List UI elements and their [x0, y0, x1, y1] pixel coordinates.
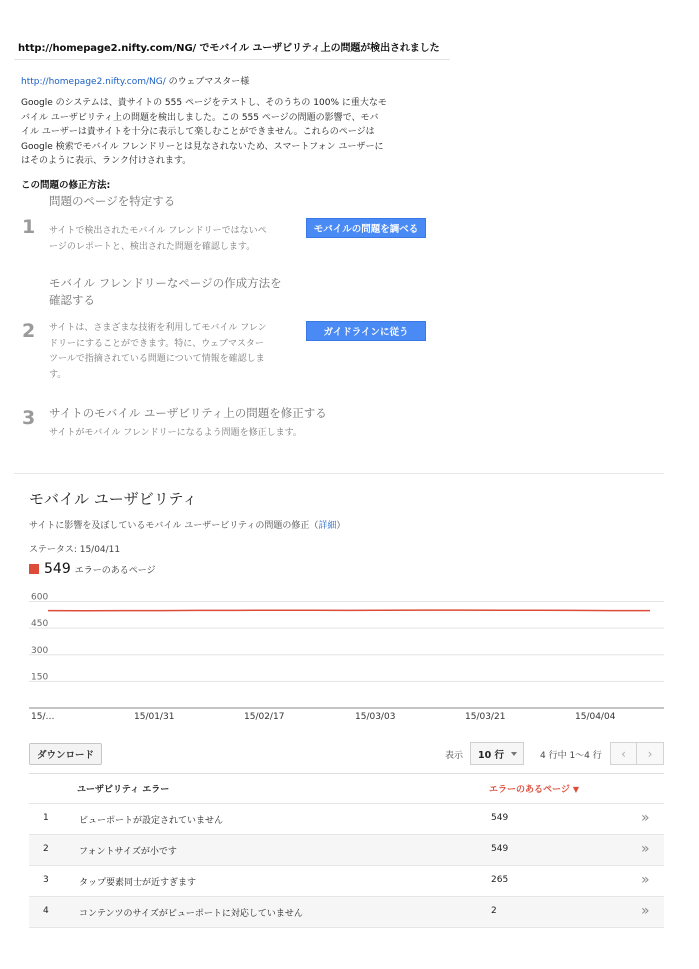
table-row[interactable] [29, 896, 664, 927]
mobile-usability-title: モバイル ユーザビリティ [29, 490, 198, 508]
y-tick-label: 150 [31, 672, 49, 683]
pagination-controls [610, 742, 664, 765]
table-row[interactable] [29, 803, 664, 834]
error-pages-chart [0, 590, 699, 725]
follow-guidelines-button[interactable]: ガイドラインに従う [306, 321, 426, 341]
step-2-description [49, 321, 299, 383]
chevron-down-icon [511, 752, 517, 756]
x-tick-label: 15/03/21 [465, 712, 506, 722]
next-page-button[interactable] [637, 742, 664, 765]
error-count-cell: 265 [491, 875, 509, 885]
step-1-number: 1 [22, 216, 36, 238]
rows-per-page-select[interactable] [470, 742, 524, 765]
step-3-number: 3 [22, 407, 36, 429]
y-tick-label: 600 [31, 592, 49, 603]
greeting [21, 75, 431, 90]
investigate-mobile-issues-button[interactable]: モバイルの問題を調べる [306, 218, 426, 238]
x-tick-label: 15/03/03 [355, 712, 396, 722]
step-1-description [49, 224, 299, 255]
row-number: 3 [43, 875, 49, 885]
column-header-label: エラーのあるページ [489, 785, 570, 795]
step-2-desc-line: サイトは、さまざまな技術を利用してモバイル フレン [49, 323, 267, 333]
x-tick-label: 15/01/31 [134, 712, 175, 722]
y-tick-label: 450 [31, 619, 49, 630]
body-line: Google のシステムは、貴サイトの 555 ページをテストし、そのうちの 100% に重大なモ [21, 98, 387, 108]
row-number: 4 [43, 906, 49, 916]
table-row[interactable] [29, 834, 664, 865]
step-1-desc-line: ージのレポートと、検出された問題を確認します。 [49, 241, 256, 252]
email-subject: http://homepage2.nifty.com/NG/ でモバイル ユーザビリティ上の問題が検出されました [18, 43, 440, 54]
chevron-right-icon: › [647, 746, 653, 761]
series-line [48, 610, 650, 611]
error-count-cell: 2 [491, 906, 497, 916]
chart-legend [29, 561, 156, 577]
status-text: ステータス: 15/04/11 [29, 545, 121, 555]
chevron-left-icon: ‹ [621, 746, 626, 761]
error-name: タップ要素同士が近すぎます [79, 878, 197, 888]
section-divider [14, 473, 664, 474]
step-2-desc-line: ツールで指摘されている問題について情報を確認しま [49, 354, 265, 364]
body-paragraph [21, 96, 431, 169]
step-2-desc-line: す。 [49, 369, 67, 380]
rows-per-page-value: 10 行 [478, 749, 505, 761]
double-chevron-right-icon[interactable]: » [641, 841, 650, 857]
y-tick-label: 300 [31, 645, 49, 656]
step-1-desc-line: サイトで検出されたモバイル フレンドリーではないペ [49, 226, 267, 236]
pagination-info: 4 行中 1〜4 行 [540, 751, 602, 761]
error-count: 549 [44, 561, 71, 577]
step-2-title [49, 275, 299, 309]
x-tick-label: 15/02/17 [244, 712, 285, 722]
body-line: バイル ユーザビリティ上の問題を検出しました。この 555 ページの問題の影響で、モバ [21, 112, 379, 123]
legend-label: エラーのあるページ [74, 565, 156, 576]
double-chevron-right-icon[interactable]: » [641, 872, 650, 888]
rows-label: 表示 [445, 751, 464, 761]
column-header-usability-error[interactable]: ユーザビリティ エラー [77, 785, 170, 795]
sort-down-icon: ▼ [572, 785, 579, 794]
download-button[interactable]: ダウンロード [29, 743, 102, 765]
body-line: はそのように表示、ランク付けされます。 [21, 156, 192, 166]
greeting-suffix: のウェブマスター様 [165, 77, 250, 87]
table-bottom-border [29, 927, 664, 928]
site-link[interactable]: http://homepage2.nifty.com/NG/ [21, 77, 166, 87]
row-number: 1 [43, 813, 49, 823]
mobile-usability-description [29, 518, 345, 531]
step-3-title: サイトのモバイル ユーザビリティ上の問題を修正する [49, 406, 327, 420]
row-number: 2 [43, 844, 49, 854]
description-text: サイトに影響を及ぼしているモバイル ユーザービリティの問題の修正（ [29, 521, 319, 531]
table-row[interactable] [29, 865, 664, 896]
error-count-cell: 549 [491, 844, 509, 854]
step-2-desc-line: ドリーにすることができます。特に、ウェブマスター [49, 338, 264, 349]
body-line: イル ユーザーは貴サイトを十分に表示して楽しむことができません。これらのページは [21, 127, 375, 137]
x-tick-label: 15/04/04 [575, 712, 616, 722]
prev-page-button[interactable] [610, 742, 637, 765]
step-2-title-line: モバイル フレンドリーなページの作成方法を [49, 276, 282, 290]
step-2-number: 2 [22, 320, 36, 342]
x-tick-label: 15/… [31, 712, 55, 722]
error-count-cell: 549 [491, 813, 509, 823]
step-3-description: サイトがモバイル フレンドリーになるよう問題を修正します。 [49, 428, 302, 438]
step-2-title-line: 確認する [49, 293, 95, 307]
double-chevron-right-icon[interactable]: » [641, 903, 650, 919]
table-top-border [29, 773, 664, 774]
column-header-pages-with-errors[interactable] [489, 782, 579, 795]
error-name: ビューポートが設定されていません [79, 816, 224, 826]
body-line: Google 検索でモバイル フレンドリーとは見なされないため、スマートフォン ユーザーに [21, 141, 384, 152]
error-name: コンテンツのサイズがビューポートに対応していません [79, 909, 303, 919]
subject-divider [14, 59, 450, 60]
fix-heading: この問題の修正方法: [21, 180, 111, 191]
error-name: フォントサイズが小です [79, 847, 177, 857]
description-close: ） [336, 521, 346, 531]
double-chevron-right-icon[interactable]: » [641, 810, 650, 826]
legend-swatch [29, 564, 39, 574]
step-1-title: 問題のページを特定する [49, 194, 176, 208]
details-link[interactable]: 詳細 [318, 521, 337, 531]
